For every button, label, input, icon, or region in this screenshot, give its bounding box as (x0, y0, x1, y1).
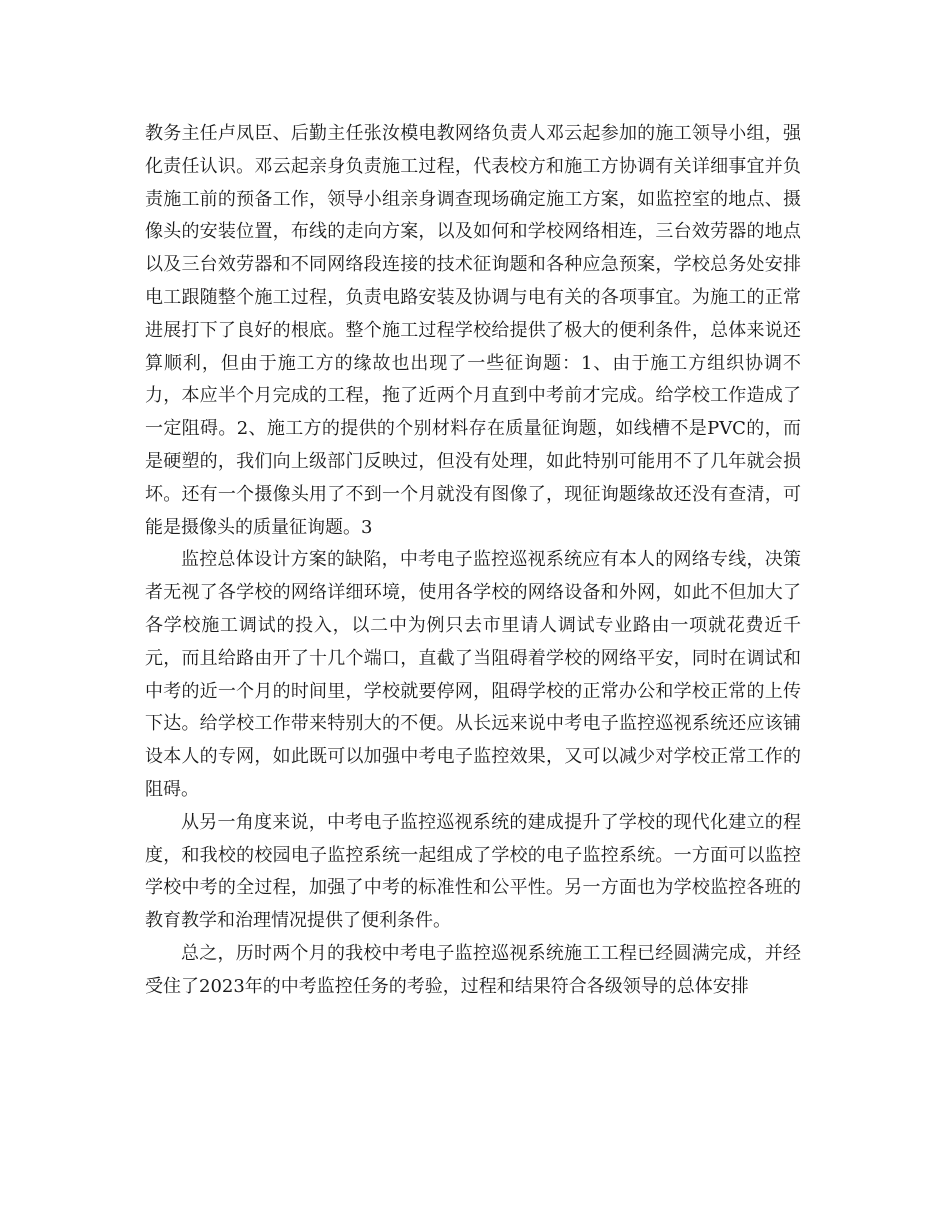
paragraph-construction-team: 教务主任卢凤臣、后勤主任张汝模电教网络负责人邓云起参加的施工领导小组，强化责任认识。邓云起亲身负责施工过程，代表校方和施工方协调有关详细事宜并负责施工前的预备工作，领导小组亲身调查现场确定施工方案，如监控室的地点、摄像头的安装位置，布线的走向方案，以及如何和学校网络相连，三台效劳器的地点以及三台效劳器和不同网络段连接的技术征询题和各种应急预案，学校总务处安排电工跟随整个施工过程，负责电路安装及协调与电有关的各项事宜。为施工的正常进展打下了良好的根底。整个施工过程学校给提供了极大的便利条件，总体来说还算顺利，但由于施工方的缘故也出现了一些征询题：1、由于施工方组织协调不力，本应半个月完成的工程，拖了近两个月直到中考前才完成。给学校工作造成了一定阻碍。2、施工方的提供的个别材料存在质量征询题，如线槽不是PVC的，而是硬塑的，我们向上级部门反映过，但没有处理，如此特别可能用不了几年就会损坏。还有一个摄像头用了不到一个月就没有图像了，现征询题缘故还没有查清，可能是摄像头的质量征询题。3 (145, 123, 801, 538)
paragraph-conclusion: 总之，历时两个月的我校中考电子监控巡视系统施工工程已经圆满完成，并经受住了2023年的中考监控任务的考验，过程和结果符合各级领导的总体安排 (145, 942, 801, 997)
document-body (145, 118, 801, 1004)
paragraph-benefits: 从另一角度来说，中考电子监控巡视系统的建成提升了学校的现代化建立的程度，和我校的校园电子监控系统一起组成了学校的电子监控系统。一方面可以监控学校中考的全过程，加强了中考的标准性和公平性。另一方面也为学校监控各班的教育教学和治理情况提供了便利条件。 (145, 811, 801, 932)
paragraph-design-flaws: 监控总体设计方案的缺陷，中考电子监控巡视系统应有本人的网络专线，决策者无视了各学校的网络详细环境，使用各学校的网络设备和外网，如此不但加大了各学校施工调试的投入，以二中为例只去市里请人调试专业路由一项就花费近千元，而且给路由开了十几个端口，直截了当阻碍着学校的网络平安，同时在调试和中考的近一个月的时间里，学校就要停网，阻碍学校的正常办公和学校正常的上传下达。给学校工作带来特别大的不便。从长远来说中考电子监控巡视系统还应该铺设本人的专网，如此既可以加强中考电子监控效果，又可以减少对学校正常工作的阻碍。 (145, 549, 801, 800)
